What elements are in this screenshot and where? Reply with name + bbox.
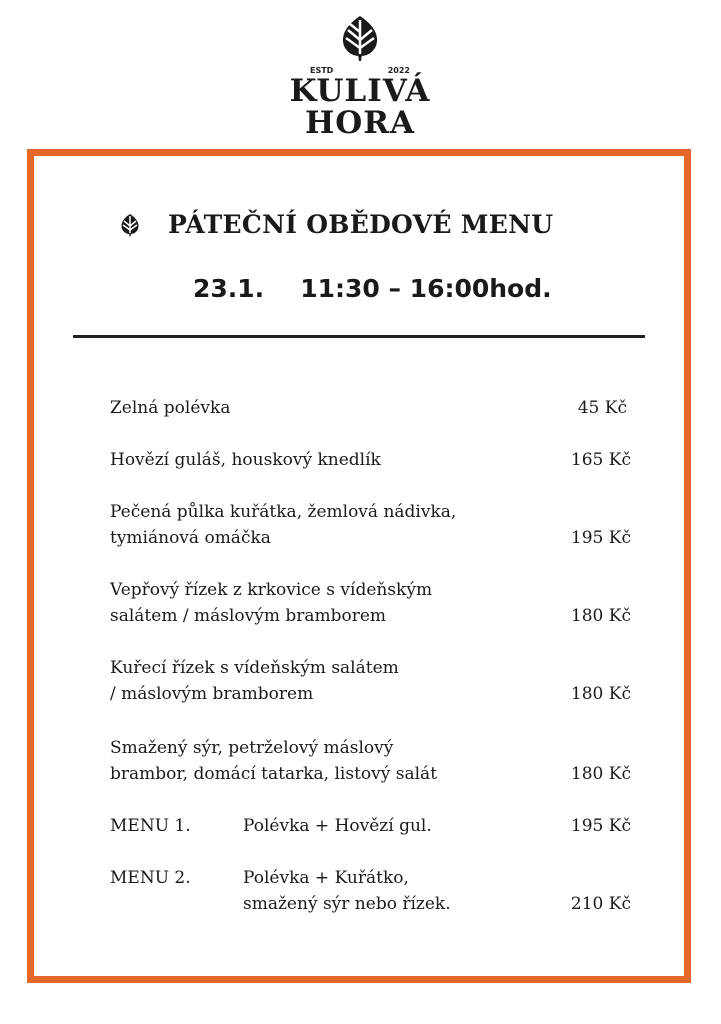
brand-line-2: HORA (304, 105, 416, 141)
item-price: 195 Kč (570, 816, 631, 836)
divider (73, 335, 645, 338)
year-label: 2022 (387, 66, 410, 75)
estd-label: ESTD (310, 66, 334, 75)
menu-item: Smažený sýr, petrželový máslový brambor, domácí tatarka, listový salát (110, 738, 438, 784)
item-price: 180 Kč (570, 684, 631, 704)
item-price: 210 Kč (570, 894, 631, 914)
item-price: 180 Kč (570, 764, 631, 784)
menu-title: PÁTEČNÍ OBĚDOVÉ MENU (168, 210, 554, 239)
leaf-icon (119, 212, 141, 238)
item-price: 180 Kč (570, 606, 631, 626)
menu-combo-label: MENU 2. (110, 868, 191, 888)
menu-item: Kuřecí řízek s vídeňským salátem / máslovým bramborem (110, 658, 399, 704)
menu-item: Hovězí guláš, houskový knedlík (110, 450, 381, 470)
menu-item: Zelná polévka (110, 398, 231, 418)
menu-item: Pečená půlka kuřátka, žemlová nádivka, tymiánová omáčka (110, 502, 457, 548)
menu-item: Vepřový řízek z krkovice s vídeňským salátem / máslovým bramborem (110, 580, 433, 626)
item-price: 165 Kč (570, 450, 631, 470)
brand-line-1: KULIVÁ (289, 73, 431, 109)
logo (280, 14, 440, 139)
leaf-icon (338, 14, 382, 62)
menu-date: 23.1. (193, 274, 265, 303)
menu-combo-label: MENU 1. (110, 816, 191, 836)
menu-hours: 11:30 – 16:00hod. (300, 274, 552, 303)
item-price: 45 Kč (577, 398, 627, 418)
menu-combo-desc: Polévka + Kuřátko, smažený sýr nebo řízek. (243, 868, 451, 914)
menu-combo-desc: Polévka + Hovězí gul. (243, 816, 432, 836)
menu-date-hours (193, 274, 552, 303)
item-price: 195 Kč (570, 528, 631, 548)
